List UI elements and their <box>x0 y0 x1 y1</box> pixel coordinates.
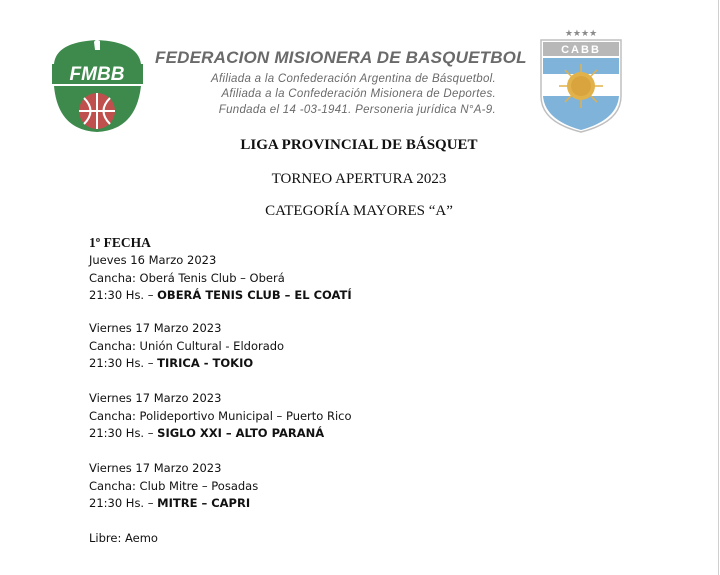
match-time: 21:30 Hs. – <box>89 356 158 370</box>
match-line <box>89 425 352 443</box>
match-line <box>89 495 258 513</box>
match-time: 21:30 Hs. – <box>89 496 158 510</box>
league-title: LIGA PROVINCIAL DE BÁSQUET <box>240 137 478 153</box>
federation-subtitle-2: Afiliada a la Confederación Misionera de Deportes. <box>221 88 496 100</box>
match-date: Viernes 17 Marzo 2023 <box>89 461 222 475</box>
match-line <box>89 287 352 305</box>
cabb-stars: ★★★★ <box>564 29 598 39</box>
cabb-logo-text: CABB <box>561 44 601 56</box>
match-block <box>89 320 284 373</box>
match-date: Viernes 17 Marzo 2023 <box>89 391 222 405</box>
cabb-logo <box>539 26 623 134</box>
match-venue: Cancha: Oberá Tenis Club – Oberá <box>89 270 285 285</box>
match-block <box>89 390 352 443</box>
match-venue: Cancha: Unión Cultural - Eldorado <box>89 338 285 353</box>
match-date: Viernes 17 Marzo 2023 <box>89 321 222 335</box>
fmbb-logo <box>50 34 145 134</box>
federation-subtitle-3: Fundada el 14 -03-1941. Personeria jurídica N°A-9. <box>218 104 496 116</box>
match-teams: MITRE – CAPRI <box>157 496 251 510</box>
match-date: Jueves 16 Marzo 2023 <box>89 253 217 267</box>
match-teams: SIGLO XXI – ALTO PARANÁ <box>157 426 325 440</box>
match-venue: Cancha: Club Mitre – Posadas <box>89 478 259 493</box>
round-heading: 1º FECHA <box>89 235 151 250</box>
match-block <box>89 460 258 513</box>
fmbb-logo-text: FMBB <box>69 64 125 85</box>
match-teams: TIRICA - TOKIO <box>157 356 254 370</box>
match-teams: OBERÁ TENIS CLUB – EL COATÍ <box>157 288 352 302</box>
match-venue: Cancha: Polideportivo Municipal – Puerto Rico <box>89 408 352 423</box>
match-time: 21:30 Hs. – <box>89 426 158 440</box>
federation-subtitle-1: Afiliada a la Confederación Argentina de Básquetbol. <box>211 73 496 85</box>
match-line <box>89 355 284 373</box>
federation-title: FEDERACION MISIONERA DE BASQUETBOL <box>155 48 527 67</box>
match-block <box>89 252 352 305</box>
bye-team: Libre: Aemo <box>89 531 158 545</box>
tournament-title: TORNEO APERTURA 2023 <box>271 171 447 187</box>
category-title: CATEGORÍA MAYORES “A” <box>265 203 453 219</box>
match-time: 21:30 Hs. – <box>89 288 158 302</box>
